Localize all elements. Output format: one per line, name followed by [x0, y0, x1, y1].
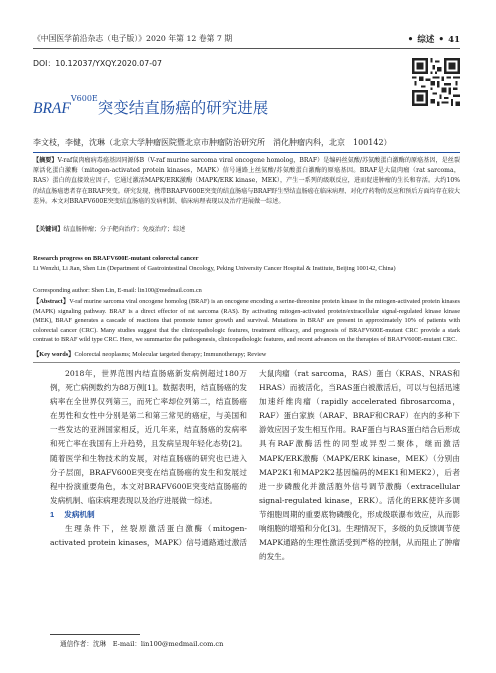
page-number: 41 [448, 35, 460, 45]
title-rule [33, 152, 460, 153]
abstract-chinese [33, 156, 460, 207]
body-column-right [259, 367, 460, 564]
keywords-english [33, 350, 460, 360]
abstract-cn-text: V-raf鼠肉瘤病毒癌基因同源体B（V-raf murine sarcoma viral oncogene homolog，BRAF）是编码丝氨酸/苏氨酸蛋白激酶的原癌基因，是丝裂原活化蛋白激酶（mitogen-activated protein kinases，MAPK）信号通路上丝氨酸/苏氨酸蛋白激酶的原癌基因。BRAF是大鼠肉瘤（rat sarcoma，RAS）蛋白的直接效应因子，它通过激活MAPK/ERK激酶（MAPK/ERK kinase，MEK），产生一系列的级联反应，进而促进肿瘤的生长和存活。大约10%的结直肠癌患者存在BRAF突变。研究发现，携带BRAFV600E突变的结直肠癌与BRAF野生型结直肠癌在临床病理、对化疗药物的反应和预后方面均存在较大差异。本文对BRAFV600E突变结直肠癌的发病机制、临床病理表现以及治疗进展做一综述。 [33, 157, 461, 205]
abstract-rule [33, 362, 460, 363]
keywords-chinese [33, 225, 460, 235]
intro-paragraph: 2018年，世界范围内结直肠癌新发病例超过180万例，死亡病例数约为88万例[1]。数据表明，结直肠癌的发病率在全世界仅列第三，而死亡率却位列第二，结直肠癌在男性和女性中分别是第二和第三常见的癌症，与美国和一些发达的亚洲国家相反，近几年来，结直肠癌的发病率和死亡率在我国有上升趋势，且发病呈现年轻化态势[2]。随着医学和生物技术的发展，对结直肠癌的研究也已进入分子层面，BRAFV600E突变在结直肠癌的发生和发展过程中扮演重要角色，本文对BRAFV600E突变结直肠癌的发病机制、临床病理表现以及治疗进展做一综述。 [50, 369, 247, 505]
abstract-cn-label: 【摘要】 [33, 157, 58, 164]
mechanism-paragraph: 生理条件下，丝裂原激活蛋白激酶（mitogen-activated protein kinases，MAPK）信号通路通过激活 [50, 524, 247, 548]
keywords-en-label: 【Key words】 [33, 351, 75, 358]
title-gene: BRAF [33, 100, 71, 117]
article-title [33, 96, 268, 118]
journal-info: 《中国医学前沿杂志（电子版）》2020 年第 12 卷第 7 期 [33, 34, 233, 43]
running-header [33, 33, 460, 47]
section-number: 1 [50, 509, 55, 519]
body-column-left [50, 367, 247, 550]
keywords-en-text: Colorectal neoplasms; Molecular targeted therapy; Immunotherapy; Review [74, 351, 267, 358]
section-and-page [404, 33, 460, 45]
keywords-cn-label: 【关键词】 [33, 226, 64, 233]
english-correspondence: Corresponding author: Shen Lin, E-mail: lin100@medmail.com.cn [33, 287, 202, 294]
section-label: 综述 [417, 35, 435, 45]
authors: 李文枝，李健，沈琳（北京大学肿瘤医院暨北京市肿瘤防治研究所 消化肿瘤内科，北京 100142） [33, 138, 392, 147]
abstract-en-label: 【Abstract】 [33, 298, 70, 305]
mechanism-paragraph-continued: 大鼠肉瘤（rat sarcoma，RAS）蛋白（KRAS、NRAS和HRAS）而被活化，当RAS蛋白被激活后，可以与包括迅速加速纤维肉瘤（rapidly accelerated fibrosarcoma，RAF）蛋白家族（ARAF、BRAF和CRAF）在内的多种下游效应因子发生相互作用。RAF蛋白与RAS蛋白结合后形成具有RAF激酶活性的同型或异型二聚体，继而激活MAPK/ERK激酶（MAPK/ERK kinase，MEK）（分别由MAP2K1和MAP2K2基因编码的MEK1和MEK2），后者进一步磷酸化并激活胞外信号调节激酶（extracellular signal-regulated kinase，ERK）。活化的ERK使许多调节细胞周期的重要底物磷酸化，形成级联瀑布效应，从而影响细胞的增殖和分化[3]。生理情况下，多级的负反馈调节使MAPK通路的生理性激活受到严格的控制，从而阻止了肿瘤的发生。 [259, 369, 460, 562]
footnote-rule [50, 634, 140, 635]
section-heading [50, 508, 247, 522]
abstract-en-text: V-raf murine sarcoma viral oncogene homolog (BRAF) is an oncogene encoding a serine-threonine protein kinase in the mitogen-activated protein kinases (MAPK) signaling pathway. BRAF is a direct effector of rat sarcoma (RAS). By activating mitogen-activated protein/extracellular signal-regulated kinase kinase (MEK), BRAF generates a cascade of reactions that promote tumor growth and survival. Mutations in BRAF are present in approximately 10% of patients with colorectal cancer (CRC). Many studies suggest that the clinicopathologic features, treatment efficacy, and prognosis of BRAFV600E-mutant CRC provide a stark contrast to BRAF wild type CRC. Here, we summarize the pathogenesis, clinicopathologic features, and recent advances on the therapies of BRAFV600E-mutant CRC. [33, 298, 460, 344]
abstract-english [33, 297, 460, 345]
title-mutation: V600E [70, 94, 98, 103]
qr-code-icon [412, 58, 460, 106]
corresponding-author-footnote: 通信作者：沈琳 E-mail：lin100@medmail.com.cn [60, 640, 224, 648]
header-rule [33, 48, 460, 49]
bullet-icon: • [407, 35, 414, 45]
doi: DOI：10.12037/YXQY.2020.07-07 [33, 59, 162, 68]
english-title: Research progress on BRAFV600E-mutant colorectal cancer [33, 255, 199, 262]
keywords-cn-text: 结直肠肿瘤；分子靶向治疗；免疫治疗；综述 [63, 226, 186, 233]
english-affiliation: Li Wenzhi, Li Jian, Shen Lin (Department of Gastrointestinal Oncology, Peking University Cancer Hospital & Institute, Beijing 100142, China) [33, 265, 396, 272]
title-rest: 突变结直肠癌的研究进展 [97, 99, 269, 117]
section-title: 发病机制 [64, 509, 95, 519]
bullet-icon: • [438, 35, 445, 45]
